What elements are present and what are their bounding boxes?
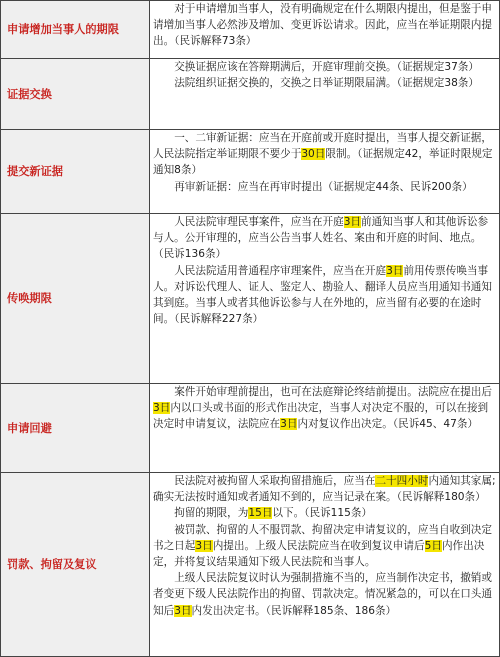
paragraph bbox=[153, 130, 496, 179]
text-segment: 内对复议作出决定。（民诉45、47条） bbox=[297, 418, 479, 431]
row-label: 申请回避 bbox=[1, 384, 150, 473]
paragraph bbox=[153, 263, 496, 328]
highlighted-deadline: 15日 bbox=[248, 507, 273, 520]
paragraph bbox=[153, 75, 496, 91]
table-row bbox=[1, 384, 500, 473]
row-label: 罚款、拘留及复议 bbox=[1, 473, 150, 657]
text-segment: 案件开始审理前提出，也可在法庭辩论终结前提出。法院应在提出后 bbox=[174, 386, 492, 398]
paragraph bbox=[153, 1, 496, 50]
text-segment: 内通知其家属;确实无法按时通知或者通知不到的，应当记录在案。（民诉解释180条） bbox=[153, 475, 496, 504]
row-label: 传唤期限 bbox=[1, 214, 150, 384]
paragraph bbox=[153, 384, 496, 433]
text-segment: 内作出决定，并将复议结果通知下级人民法院和当事人。 bbox=[153, 539, 485, 569]
row-content bbox=[150, 1, 500, 59]
highlighted-deadline: 二十四小时 bbox=[375, 475, 429, 487]
paragraph bbox=[153, 59, 496, 75]
text-segment: 再审新证据：应当在再审时提出（证据规定44条、民诉200条） bbox=[174, 180, 473, 193]
highlighted-deadline: 3日 bbox=[280, 418, 298, 431]
highlighted-deadline: 30日 bbox=[301, 148, 326, 161]
text-segment: 限制。（证据规定42，举证时限规定通知8条） bbox=[153, 148, 493, 177]
highlighted-deadline: 3日 bbox=[153, 402, 171, 415]
paragraph bbox=[153, 522, 496, 571]
text-segment: 民法院对被拘留人采取拘留措施后，应当在 bbox=[174, 475, 376, 487]
text-segment: 拘留的期限，为 bbox=[174, 507, 249, 520]
row-label: 申请增加当事人的期限 bbox=[1, 1, 150, 59]
text-segment: 内发出决定书。（民诉解释185条、186条） bbox=[191, 604, 397, 617]
highlighted-deadline: 5日 bbox=[424, 539, 442, 552]
row-content bbox=[150, 214, 500, 384]
text-segment: 一、二审新证据：应当在开庭前或开庭时提出，当事人提交新证据，人民法院指定举证期限不要少于 bbox=[153, 132, 492, 161]
text-segment: 内以口头或书面的形式作出决定，当事人对决定不服的，可以在接到决定时申请复议，法院应在 bbox=[153, 402, 489, 431]
paragraph bbox=[153, 570, 496, 619]
text-segment: 人民法院审理民事案件，应当在开庭 bbox=[174, 216, 344, 228]
text-segment: 前用传票传唤当事人。对诉讼代理人、证人、鉴定人、勘验人、翻译人员应当用通知书通知其到庭。当事人或者其他诉讼参与人在外地的，应当留有必要的在途时间。（民诉解释227条） bbox=[153, 264, 492, 326]
row-content bbox=[150, 59, 500, 130]
table-row bbox=[1, 1, 500, 59]
row-content bbox=[150, 130, 500, 214]
text-segment: 前通知当事人和其他诉讼参与人。公开审理的，应当公告当事人姓名、案由和开庭的时间、地点。（民诉136条） bbox=[153, 216, 489, 261]
row-label: 证据交换 bbox=[1, 59, 150, 130]
highlighted-deadline: 3日 bbox=[195, 539, 213, 552]
text-segment: 上级人民法院复议时认为强制措施不当的，应当制作决定书，撤销或者变更下级人民法院作出的拘留、罚款决定。情况紧急的，可以在口头通知后 bbox=[153, 572, 492, 617]
paragraph bbox=[153, 505, 496, 521]
text-segment: 对于申请增加当事人，没有明确规定在什么期限内提出，但是鉴于申请增加当事人必然涉及增加、变更诉讼请求。因此，应当在举证期限内提出。（民诉解释73条） bbox=[153, 3, 492, 48]
table-row bbox=[1, 473, 500, 657]
row-label: 提交新证据 bbox=[1, 130, 150, 214]
table-row bbox=[1, 130, 500, 214]
paragraph bbox=[153, 473, 496, 505]
highlighted-deadline: 3日 bbox=[386, 264, 404, 277]
text-segment: 人民法院适用普通程序审理案件，应当在开庭 bbox=[174, 264, 387, 277]
text-segment: 被罚款、拘留的人不服罚款、拘留决定申请复议的，应当自收到决定书之日起 bbox=[153, 523, 492, 552]
paragraph bbox=[153, 214, 496, 263]
row-content bbox=[150, 384, 500, 473]
text-segment: 交换证据应该在答辩期满后，开庭审理前交换。（证据规定37条） bbox=[174, 61, 479, 73]
row-content bbox=[150, 473, 500, 657]
table-row bbox=[1, 59, 500, 130]
table-row bbox=[1, 214, 500, 384]
highlighted-deadline: 3日 bbox=[174, 604, 192, 617]
text-segment: 内提出。上级人民法院应当在收到复议申请后 bbox=[212, 539, 425, 552]
paragraph bbox=[153, 179, 496, 195]
text-segment: 以下。（民诉115条） bbox=[272, 507, 373, 520]
text-segment: 法院组织证据交换的，交换之日举证期限届满。（证据规定38条） bbox=[174, 77, 479, 90]
highlighted-deadline: 3日 bbox=[343, 216, 362, 228]
